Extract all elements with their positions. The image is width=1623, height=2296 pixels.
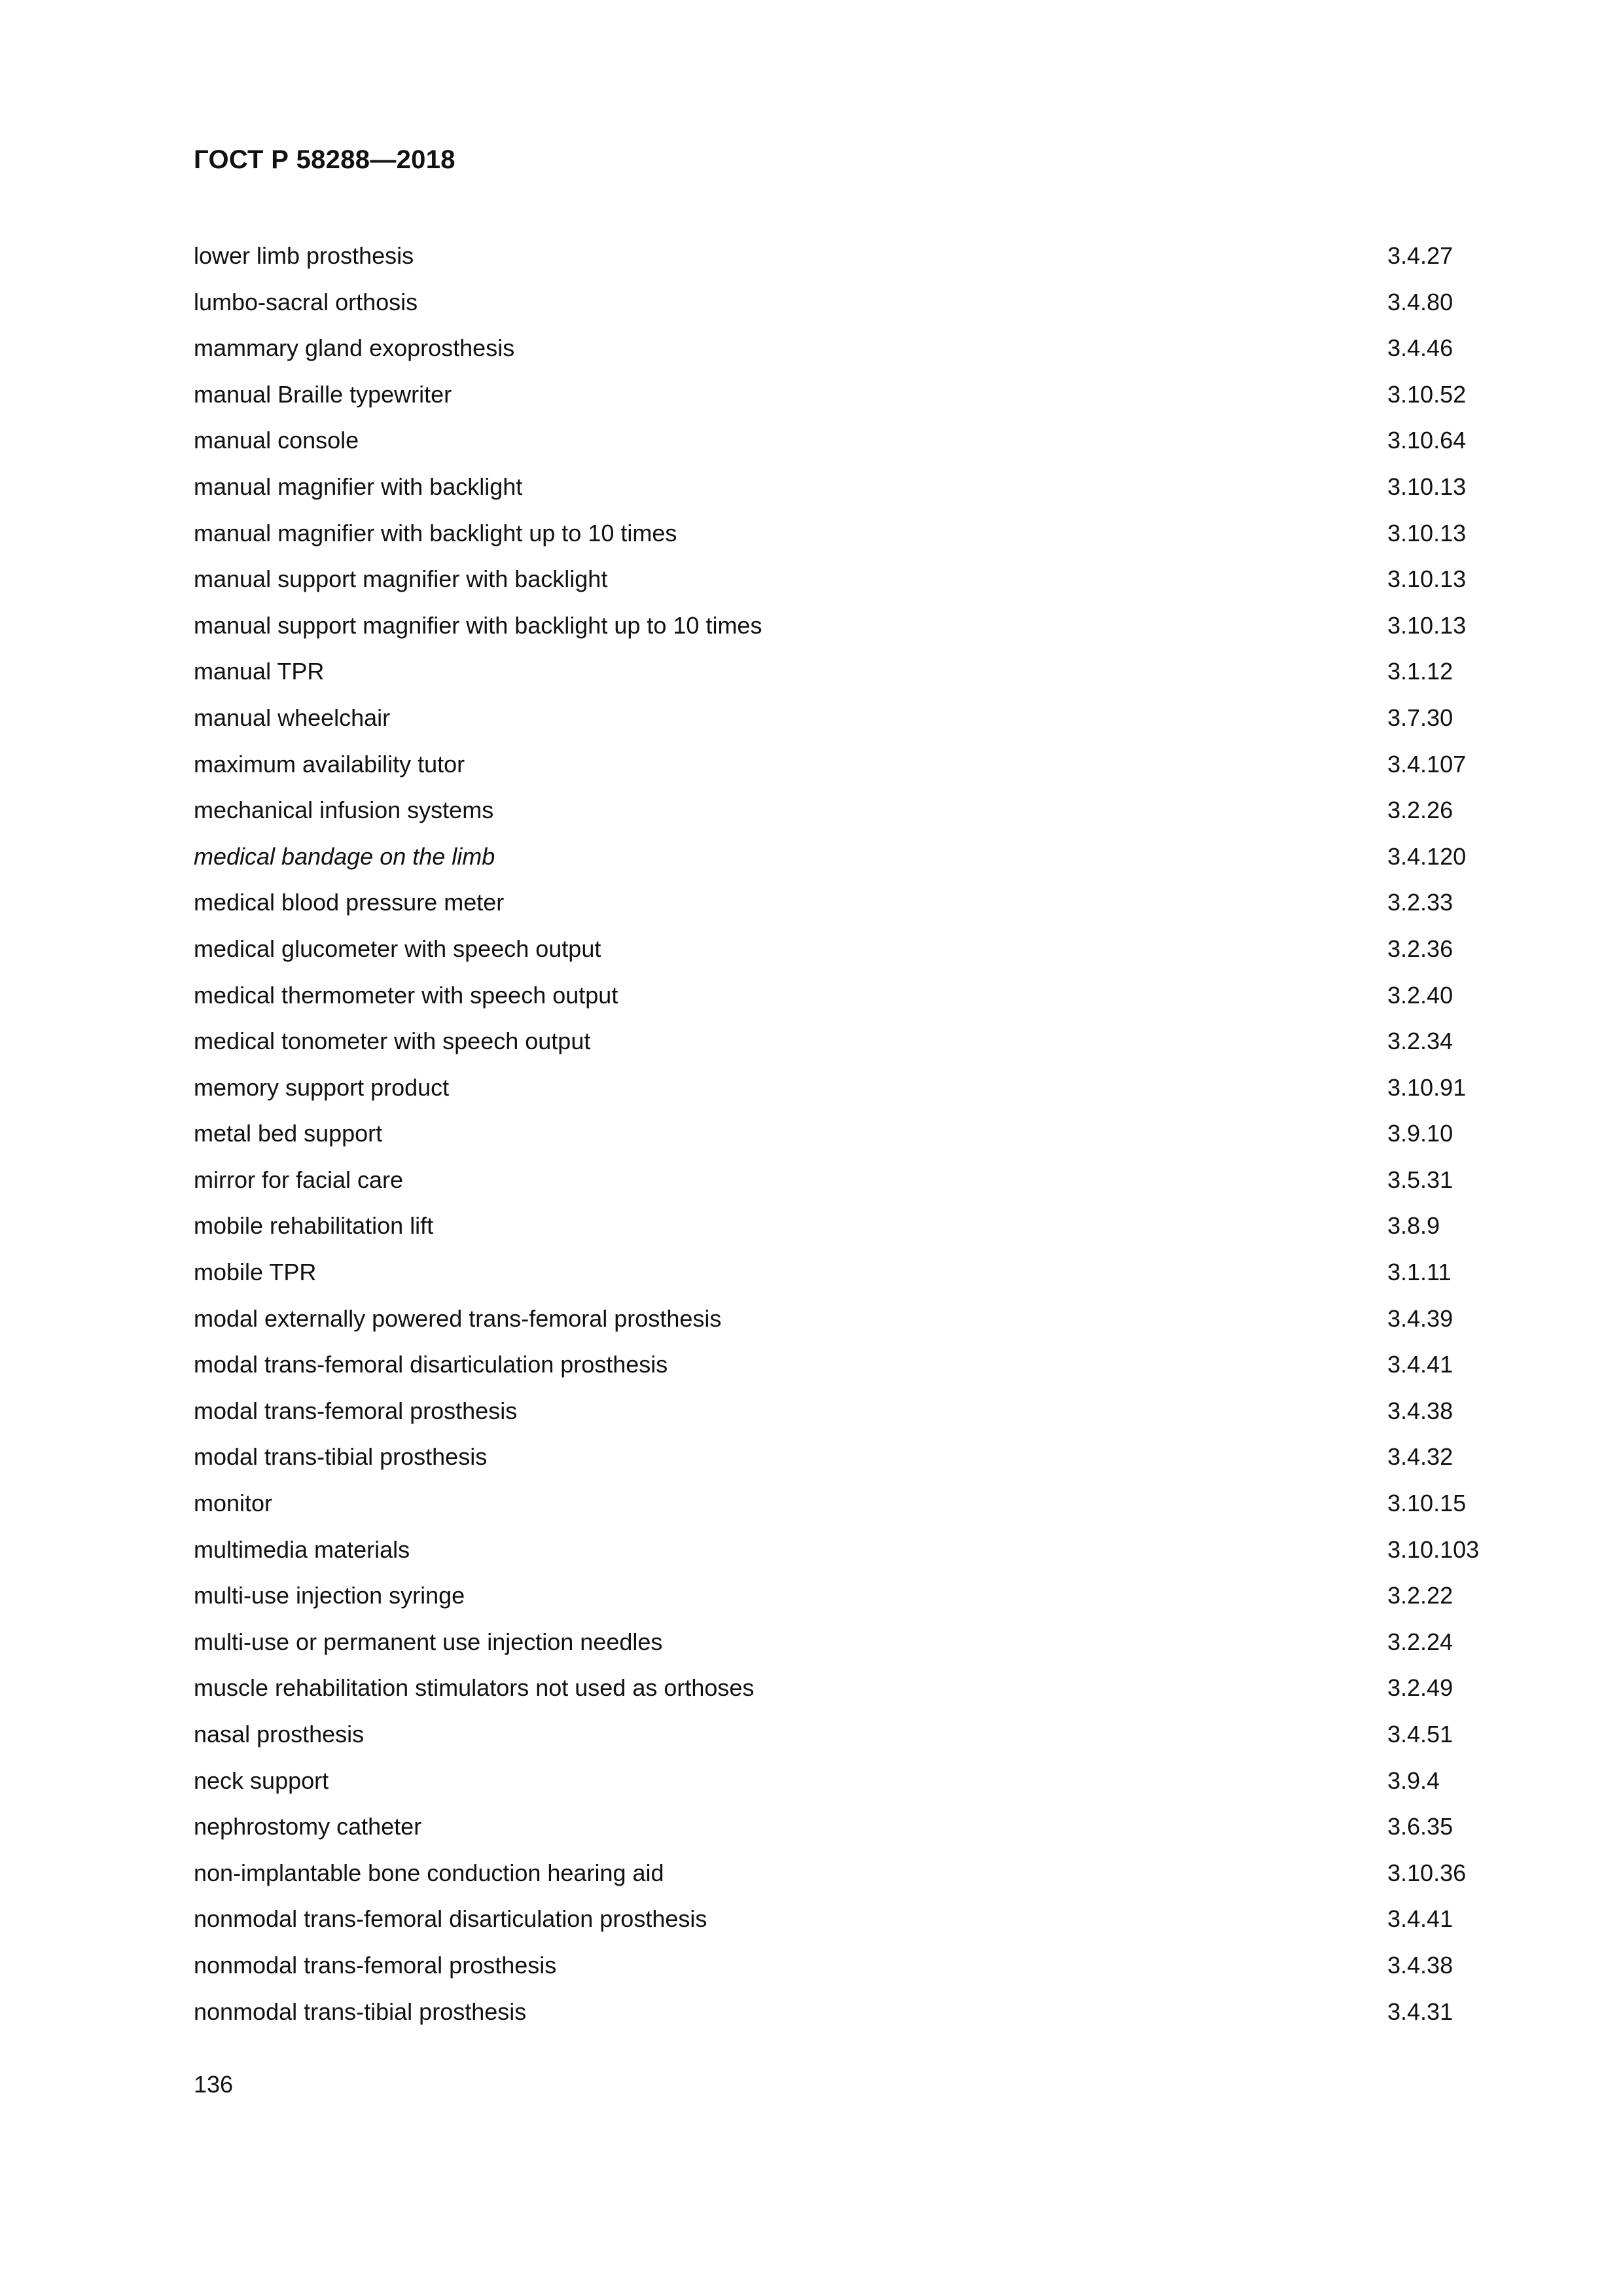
entry-reference-number: 3.4.120 <box>1387 842 1467 870</box>
index-entry <box>194 325 1522 372</box>
entry-reference-number: 3.4.107 <box>1387 750 1467 778</box>
entry-reference-number: 3.10.13 <box>1387 565 1467 593</box>
entry-term: manual support magnifier with backlight <box>194 565 608 593</box>
entry-reference-number: 3.9.4 <box>1387 1767 1440 1794</box>
entry-reference-number: 3.2.33 <box>1387 889 1454 916</box>
entry-term: mobile rehabilitation lift <box>194 1212 434 1240</box>
index-entry <box>194 1896 1522 1943</box>
entry-term: manual magnifier with backlight up to 10 times <box>194 519 677 547</box>
index-list <box>194 233 1522 2035</box>
entry-term: mirror for facial care <box>194 1166 404 1193</box>
index-entry <box>194 926 1522 973</box>
entry-reference-number: 3.4.41 <box>1387 1351 1454 1378</box>
entry-reference-number: 3.10.36 <box>1387 1859 1467 1886</box>
entry-reference-number: 3.4.80 <box>1387 288 1454 315</box>
index-entry <box>194 372 1522 418</box>
entry-reference-number: 3.2.34 <box>1387 1028 1454 1055</box>
entry-term: metal bed support <box>194 1120 383 1147</box>
index-entry <box>194 1619 1522 1666</box>
entry-term: multimedia materials <box>194 1535 410 1563</box>
entry-term: nasal prosthesis <box>194 1721 365 1748</box>
entry-term: modal trans-tibial prosthesis <box>194 1443 488 1471</box>
index-entry <box>194 695 1522 742</box>
entry-reference-number: 3.7.30 <box>1387 704 1454 731</box>
entry-reference-number: 3.5.31 <box>1387 1166 1454 1193</box>
entry-term: neck support <box>194 1767 329 1794</box>
entry-reference-number: 3.2.22 <box>1387 1582 1454 1609</box>
index-entry <box>194 787 1522 834</box>
entry-reference-number: 3.8.9 <box>1387 1212 1440 1240</box>
index-entry <box>194 1249 1522 1296</box>
entry-term: muscle rehabilitation stimulators not used as orthoses <box>194 1674 755 1702</box>
index-entry <box>194 1712 1522 1758</box>
index-entry <box>194 603 1522 649</box>
entry-term: modal trans-femoral disarticulation prosthesis <box>194 1351 668 1378</box>
index-entry <box>194 1573 1522 1619</box>
document-header: ГОСТ Р 58288—2018 <box>194 145 455 174</box>
entry-term: non-implantable bone conduction hearing aid <box>194 1859 664 1886</box>
entry-term: mammary gland exoprosthesis <box>194 334 515 362</box>
entry-term: multi-use injection syringe <box>194 1582 465 1609</box>
entry-reference-number: 3.6.35 <box>1387 1813 1454 1840</box>
index-entry <box>194 233 1522 279</box>
entry-term: modal trans-femoral prosthesis <box>194 1397 518 1424</box>
index-entry <box>194 1758 1522 1804</box>
index-entry <box>194 1804 1522 1850</box>
entry-reference-number: 3.10.15 <box>1387 1490 1467 1517</box>
entry-term: mobile TPR <box>194 1259 317 1286</box>
index-entry <box>194 418 1522 464</box>
entry-term: medical glucometer with speech output <box>194 935 601 962</box>
index-entry <box>194 1065 1522 1111</box>
entry-reference-number: 3.4.41 <box>1387 1905 1454 1933</box>
entry-term: medical blood pressure meter <box>194 889 505 916</box>
entry-term: mechanical infusion systems <box>194 797 494 824</box>
entry-reference-number: 3.1.12 <box>1387 658 1454 685</box>
index-entry <box>194 1342 1522 1388</box>
entry-reference-number: 3.2.40 <box>1387 981 1454 1009</box>
entry-term: multi-use or permanent use injection needles <box>194 1628 663 1655</box>
index-entry <box>194 556 1522 603</box>
entry-reference-number: 3.4.51 <box>1387 1721 1454 1748</box>
entry-term: manual Braille typewriter <box>194 380 452 408</box>
entry-reference-number: 3.10.13 <box>1387 519 1467 547</box>
index-entry <box>194 1203 1522 1249</box>
index-entry <box>194 1434 1522 1480</box>
entry-term: manual wheelchair <box>194 704 391 731</box>
entry-reference-number: 3.10.13 <box>1387 473 1467 500</box>
index-entry <box>194 464 1522 511</box>
entry-term: manual magnifier with backlight <box>194 473 523 500</box>
index-entry <box>194 1527 1522 1573</box>
entry-term: medical thermometer with speech output <box>194 981 618 1009</box>
entry-reference-number: 3.2.26 <box>1387 797 1454 824</box>
entry-reference-number: 3.1.11 <box>1387 1259 1452 1286</box>
entry-reference-number: 3.4.27 <box>1387 242 1454 269</box>
entry-reference-number: 3.4.46 <box>1387 334 1454 362</box>
entry-term: manual console <box>194 427 359 454</box>
index-entry <box>194 1018 1522 1065</box>
page-number: 136 <box>194 2071 234 2098</box>
index-entry <box>194 1157 1522 1204</box>
entry-term: memory support product <box>194 1073 450 1101</box>
entry-reference-number: 3.10.52 <box>1387 380 1467 408</box>
entry-reference-number: 3.2.36 <box>1387 935 1454 962</box>
entry-reference-number: 3.4.32 <box>1387 1443 1454 1471</box>
entry-term: nonmodal trans-femoral prosthesis <box>194 1951 557 1979</box>
index-entry <box>194 834 1522 880</box>
entry-reference-number: 3.10.13 <box>1387 611 1467 639</box>
entry-reference-number: 3.10.91 <box>1387 1073 1467 1101</box>
index-entry <box>194 649 1522 695</box>
index-entry <box>194 1111 1522 1157</box>
entry-reference-number: 3.4.38 <box>1387 1951 1454 1979</box>
index-entry <box>194 880 1522 926</box>
index-entry <box>194 1665 1522 1712</box>
index-entry <box>194 1480 1522 1527</box>
entry-term: nephrostomy catheter <box>194 1813 422 1840</box>
index-entry <box>194 1989 1522 2036</box>
entry-term: lower limb prosthesis <box>194 242 414 269</box>
entry-term: manual support magnifier with backlight up to 10 times <box>194 611 762 639</box>
index-entry <box>194 973 1522 1019</box>
entry-term: nonmodal trans-tibial prosthesis <box>194 1998 527 2025</box>
entry-term: nonmodal trans-femoral disarticulation prosthesis <box>194 1905 707 1933</box>
entry-reference-number: 3.10.103 <box>1387 1535 1480 1563</box>
index-entry <box>194 742 1522 788</box>
index-entry <box>194 1296 1522 1342</box>
entry-reference-number: 3.4.39 <box>1387 1304 1454 1332</box>
entry-term: modal externally powered trans-femoral prosthesis <box>194 1304 722 1332</box>
index-entry <box>194 511 1522 557</box>
entry-term: medical bandage on the limb <box>194 842 495 870</box>
entry-term: medical tonometer with speech output <box>194 1028 591 1055</box>
entry-reference-number: 3.2.24 <box>1387 1628 1454 1655</box>
entry-term: monitor <box>194 1490 273 1517</box>
index-entry <box>194 1388 1522 1435</box>
entry-term: lumbo-sacral orthosis <box>194 288 418 315</box>
entry-term: manual TPR <box>194 658 325 685</box>
index-entry <box>194 1943 1522 1989</box>
entry-reference-number: 3.4.38 <box>1387 1397 1454 1424</box>
entry-term: maximum availability tutor <box>194 750 465 778</box>
entry-reference-number: 3.9.10 <box>1387 1120 1454 1147</box>
entry-reference-number: 3.2.49 <box>1387 1674 1454 1702</box>
entry-reference-number: 3.10.64 <box>1387 427 1467 454</box>
index-entry <box>194 1850 1522 1897</box>
index-entry <box>194 279 1522 326</box>
entry-reference-number: 3.4.31 <box>1387 1998 1454 2025</box>
